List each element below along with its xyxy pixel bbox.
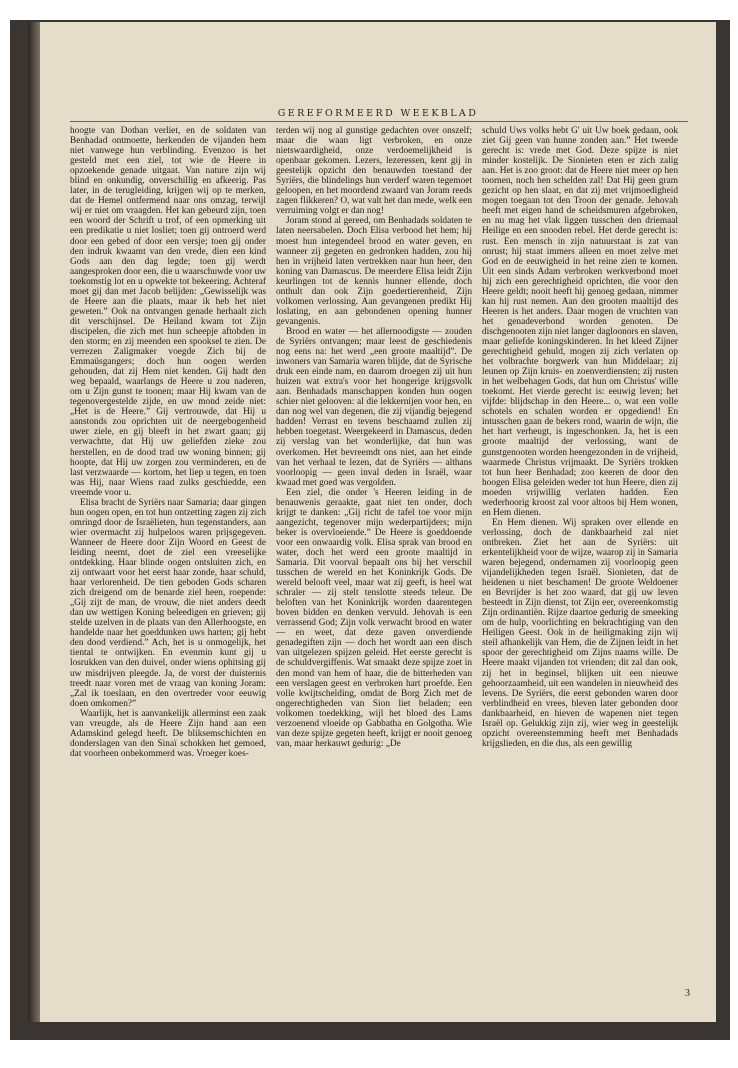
text-column-3 <box>482 126 678 749</box>
document-page <box>40 22 716 1022</box>
paragraph: Brood en water — het allernoodigste — zouden de Syriërs ontvangen; maar leest de geschiedenis nog eens na: het werd „een groote maaltijd”. De inwoners van Samaria waren blijde, dat de Syrische druk een einde nam, en daarom droegen zij uit hun huizen wat extra's voor het hongerige krijgsvolk aan. Benhadads manschappen konden hun oogen schier niet gelooven: al die lekkernijen voor hen, en dan nog wel van degenen, die zij vijandig bejegend hadden! Verrast en tevens beschaamd zullen zij hebben toegetast. Weergekeerd in Damascus, deden zij verslag van het wonderlijke, dat hun was overkomen. Het bevreemdt ons niet, aan het einde van het verhaal te lezen, dat de Syriërs — althans voorloopig — geen inval deden in Israël, waar kwaad met goed was vergolden. <box>276 326 472 488</box>
paragraph: Elisa bracht de Syriërs naar Samaria; daar gingen hun oogen open, en tot hun ontzetting zagen zij zich omringd door de Israëlieten, hun tegenstanders, aan wier overmacht zij hulpeloos waren prijsgegeven. Wanneer de Heere door Zijn Woord en Geest de leiding neemt, doet de ziel een vreeselijke ontdekking. Haar blinde oogen ontsluiten zich, en zij ontwaart voor het eerst haar zonde, haar schuld, haar verlorenheid. De tien geboden Gods scharen zich dreigend om de benarde ziel heen, roepende: „Gij zijt de man, de vrouw, die niet anders deedt dan uw wettigen Koning beleedigen en grieven; gij stelde uzelven in de plaats van den Allerhoogste, en handelde naar het goeddunken uws harten; gij hebt den dood verdiend.” Ach, het is u onmogelijk, het tiental te ontwijken. En evenmin kunt gij u losrukken van den duivel, onder wiens ophitsing gij uw misdrijven pleegde. Ja, de vorst der duisternis treedt naar voren met de vraag van koning Joram: „Zal ik toeslaan, en den overtreder voor eeuwig doen omkomen?” <box>70 497 266 709</box>
paragraph: schuld Uws volks hebt G' uit Uw boek gedaan, ook ziet Gij geen van hunne zonden aan.” Het tweede gerecht is: vrede met God. Deze spijze is niet minder kostelijk. De Sionieten eten er zich zalig aan. Het is zoo groot: dat de Heere niet meer op hen toornen, noch hen schelden zal! Dat Hij geen gram gezicht op hen slaat, en dat zij met vrijmoedigheid mogen toegaan tot den Troon der genade. Jehovah heeft met eigen hand de scheidsmuren afgebroken, en nu mag het vlak liggen tusschen den driemaal Heilige en een snooden rebel. Het derde gerecht is: rust. Een mensch in zijn natuurstaat is zat van onrust; hij staat immers alleen en moet zelve met God en de eeuwigheid in het reine zien te komen. Uit een sinds Adam verbroken werkverbond moet hij zich een gerechtigheid oprichten, die voor den Heere geldt; nooit heeft hij genoeg gedaan, nimmer kan hij rust nemen. Aan den grooten maaltijd des Heeren is het anders. Daar mogen de vruchten van het genadeverbond worden genoten. De dischgenooten zijn niet langer dagloonors en slaven, maar geliefde koningskinderen. In het kleed Zijner gerechtigheid gehuld, mogen zij zich verlaten op het volbrachte borgwerk van hun Middelaar; zij leunen op Zijn kruis- en zoenverdiensten; zij rusten in het welbehagen Gods, dat hun om Christus' wille toekomt. Het vierde gerecht is: eeuwig leven; het vijfde: blijdschap in den Heere... o, wat een volle schotels en schalen worden er opgediend! En intusschen gaan de bekers rond, waarin de wijn, die het hart verheugt, is ingeschonken. Ja, het is een groote maaltijd der verlossing, want de gunstgenooten worden heengezonden in de vrijheid, waarmede Christus vrijmaakt. De Syriërs trokken tot hun heer Benhadad; zoo keeren de door den hoogen Elisa geleiden weder tot hun Heere, dien zij moeden vrijwillig verlaten hadden. Een wederhoorig kroost zal voor altoos bij Hem wonen, en Hem dienen. <box>482 126 678 518</box>
text-column-2 <box>276 126 472 749</box>
paragraph: terden wij nog al gunstige gedachten over onszelf; maar die waan ligt verbroken, en onze nietswaardigheid, onze verdoemelijkheid is openbaar gekomen. Lezers, lezeressen, kent gij in geestelijk opzicht den benauwden toestand der Syriërs, die blindelings hun verderf waren tegemoet geloopen, en het moordend zwaard van Joram reeds zagen flikkeren? O, wat valt het dan mede, welk een verruiming volgt er dan nog! <box>276 126 472 217</box>
paragraph: Joram stond al gereed, om Benhadads soldaten te laten neersabelen. Doch Elisa verbood het hem; hij moest hun integendeel brood en water geven, en wanneer zij gegeten en gedronken hadden, zou hij hen in vrijheid laten vertrekken naar hun heer, den koning van Damascus. De meerdere Elisa leidt Zijn keurlingen tot de kennis hunner ellende, doch onthult dan ook Zijn goedertierenheid, Zijn volkomen verlossing. Aan gevangenen predikt Hij loslating, en aan gebondenen opening hunner gevangenis. <box>276 216 472 327</box>
paragraph: hoogte van Dothan verliet, en de soldaten van Benhadad ontmoette, herkenden de vijanden hem niet vanwege hun verblinding. Evenzoo is het gesteld met een ziel, tot wie de Heere in opzoekende genade uitgaat. Van nature zijn wij blind en onkundig, onverschillig en afkeerig. Pas later, in de terugleiding, krijgen wij op te merken, dat de Hemel ontfermend naar ons omzag, terwijl wij er niet om vraagden. Het kan gebeurd zijn, toen een woord der Schrift u trof, of een opmerking uit een predikatie u niet losliet; toen gij ontroerd werd door een gebed of door een versje; toen gij onder den indruk kwaamt van den vrede, dien een kind Gods aan den dag legde; toen gij werdt aangesproken door een, die u waarschuwde voor uw toekomstig lot en u opwekte tot bekeering. Achteraf moet gij dan met Jacob belijden: „Gewisselijk was de Heere aan die plaats, maar ik heb het niet geweten.” Ook na ontvangen genade herhaalt zich dit verschijnsel. De Heiland kwam tot Zijn discipelen, die zich met hun scheepje aftobden in den storm; en zij meenden een spooksel te zien. De verrezen Zaligmaker voegde Zich bij de Emmaüsgangers; doch hun oogen werden gehouden, dat zij Hem niet kenden. Gij hadt den weg bepaald, waarlangs de Heere u zou naderen, om u Zijn gunst te toonen; maar Hij kwam van de tegenovergestelde zijde, en uw mond zeide niet: „Het is de Heere.” Gij vertrouwde, dat Hij u aanstonds zou oprichten uit de neergebogenheid uwer ziele, en gij bleeft in het zwart gaan; gij verwachtte, dat Hij uw geliefden zieke zou herstellen, en de dood trad uw woning binnen; gij hoopte, dat Hij uw zorgen zou verminderen, en de last verzwaarde — kortom, het liep u tegen, en toen was Hij, naar Wiens raad zulks geschiedde, een vreemde voor u. <box>70 126 266 498</box>
header-rule <box>70 121 688 122</box>
running-head: GEREFORMEERD WEEKBLAD <box>277 108 479 119</box>
paragraph: En Hem dienen. Wij spraken over ellende en verlossing, doch de dankbaarheid zal niet ontbreken. Ziet het aan de Syriërs: uit erkentelijkheid voor de wijze, waarop zij in Samaria waren bejegend, ondernamen zij voorloopig geen vijandelijkheden tegen Israël. Sionieten, dat de heidenen u niet beschamen! De groote Weldoener en Bevrijder is het zoo waard, dat gij uw leven besteedt in Zijn dienst, tot Zijn eer, overeenkomstig Zijn ordinantiën. Rijze daartoe gedurig de smeeking om de hulp, voorlichting en bekrachtiging van den Heiligen Geest. Ook in de heiligmaking zijn wij steil afhankelijk van Hem, die de Zijnen leidt in het spoor der gerechtigheid om Zijns naams wille. De Heere maakt vijanden tot vrienden; dit zal dan ook, zij het in beginsel, blijken uit een nieuwe gehoorzaamheid, uit een wandelen in nieuwheid des levens. De Syriërs, die eerst gebonden waren door verblindheid en vrees, bleven later gebonden door dankbaarheid, en hieven de wapenen niet tegen Israël op. Gelukkig zijn zij, wier weg in geestelijk opzicht overeenstemming heeft met Benhadads krijgslieden, en die dus, als een gewillig <box>482 517 678 749</box>
paragraph: Waarlijk, het is aanvankelijk allerminst een zaak van vreugde, als de Heere Zijn hand aan een Adamskind gelegd heeft. De bliksemschichten en donderslagen van den Sinaï schokken het gemoed, dat voorheen onbekommerd was. Vroeger koes- <box>70 708 266 759</box>
page-number: 3 <box>685 988 690 999</box>
text-column-1 <box>70 126 266 759</box>
paragraph: Een ziel, die onder 's Heeren leiding in de benauwenis geraakte, gaat niet ten onder, doch krijgt te danken: „Gij richt de tafel toe voor mijn aangezicht, tegenover mijn wederpartijders; mijn beker is overvloeiende.” De Heere is goeddoende voor een onwaardig volk. Elisa sprak van brood en water, doch het werd een groote maaltijd in Samaria. Dit voorval bepaalt ons bij het verschil tusschen de wereld en het Koninkrijk Gods. De wereld belooft veel, maar wat zij geeft, is heel wat schraler — zij stelt tenslotte steeds teleur. De beloften van het Koninkrijk worden daarentegen boven bidden en denken vervuld. Jehovah is een verrassend God; Zijn volk verwacht brood en water — en weet, dat deze gaven onverdiende genadegiften zijn — doch het wordt aan een disch van uitgelezen spijzen geleid. Het eerste gerecht is de schuldvergiffenis. Wat smaakt deze spijze zoet in den mond van hem of haar, die de bitterheden van een verslagen geest en verbroken hart proefde. Een volle kwijtschelding, omdat de Borg Zich met de ongerechtigheden van Sion liet beladen; een volkomen toedekking, wijl het bloed des Lams verzoenend vloeide op Gabbatha en Golgotha. Wie van deze spijze gegeten heeft, krijgt er nooit genoeg van, maar herkauwt gedurig: „De <box>276 487 472 749</box>
